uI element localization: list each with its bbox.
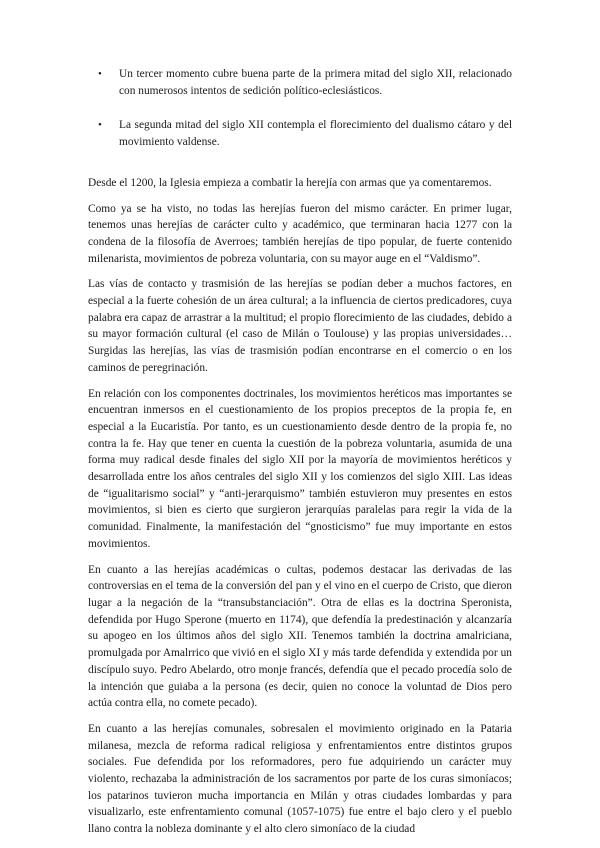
bullet-item xyxy=(88,117,512,150)
bullet-item xyxy=(88,66,512,99)
paragraph-academic: En cuanto a las herejías académicas o cultas, podemos destacar las derivadas de las controversias en el tema de la conversión del pan y el vino en el cuerpo de Cristo, que dieron lugar a la negación de la “transubstanciación”. Otra de ellas es la doctrina Speronista, defendida por Hugo Sperone (muerto en 1174), que defendía la predestinación y alcanzaría su apogeo en los últimos años del siglo XII. Tenemos también la doctrina amalriciana, promulgada por Amalrrico que vivió en el siglo XI y más tarde defendida y extendida por un discípulo suyo. Pedro Abelardo, otro monje francés, defendía que el pecado procedía solo de la intención que guiaba a la persona (es decir, quien no conoce la voluntad de Dios pero actúa contra ella, no comete pecado). xyxy=(88,563,512,710)
bullet-list xyxy=(88,66,512,151)
paragraph-transmission: Las vías de contacto y trasmisión de las herejías se podían deber a muchos factores, en especial a la fuerte cohesión de un área cultural; a la influencia de ciertos predicadores, cuya palabra era capaz de arrastrar a la multitud; el propio florecimiento de las ciudades, debido a su mayor formación cultural (el caso de Milán o Toulouse) y las propias universidades… Surgidas las herejías, las vías de trasmisión podían encontrarse en el comercio o en los caminos de peregrinación. xyxy=(88,278,512,374)
bullet-dot-icon: • xyxy=(98,119,102,132)
paragraph-intro: Desde el 1200, la Iglesia empieza a combatir la herejía con armas que ya comentaremos. xyxy=(88,176,492,189)
bullet-text: La segunda mitad del siglo XII contempla el florecimiento del dualismo cátaro y del movimiento valdense. xyxy=(119,119,512,149)
paragraph-communal: En cuanto a las herejías comunales, sobresalen el movimiento originado en la Pataria milanesa, mezcla de reforma radical religiosa y enfrentamientos entre distintos grupos sociales. Fue defendida por los reformadores, pero fue adquiriendo un carácter muy violento, rechazaba la administración de los sacramentos por parte de los curas simoníacos; los patarinos tuvieron mucha importancia en Milán y otras ciudades lombardas y para visualizarlo, este enfrentamiento comunal (1057-1075) fue entre el bajo clero y el pueblo llano contra la nobleza dominante y el alto clero simoníaco de la ciudad xyxy=(88,722,512,836)
paragraph-doctrine: En relación con los componentes doctrinales, los movimientos heréticos mas importantes se encuentran inmersos en el cuestionamiento de los propios preceptos de la propia fe, en especial a la Eucaristía. Por tanto, es un cuestionamiento desde dentro de la propia fe, no contra la fe. Hay que tener en cuenta la cuestión de la pobreza voluntaria, asumida de una forma muy radical desde finales del siglo XII por la mayoría de movimientos heréticos y desarrollada entre los años centrales del siglo XII y los comienzos del siglo XIII. Las ideas de “igualitarismo social” y “anti-jerarquismo” también estuvieron muy presentes en estos movimientos, si bien es cierto que surgieron jerarquías paralelas para regir la vida de la comunidad. Finalmente, la manifestación del “gnosticismo” fue muy importante en estos movimientos. xyxy=(88,387,512,550)
bullet-dot-icon: • xyxy=(98,68,102,80)
paragraph-types: Como ya se ha visto, no todas las herejías fueron del mismo carácter. En primer lugar, tenemos unas herejías de carácter culto y académico, que terminaran hacia 1277 con la condena de la filosofía de Averroes; también herejías de tipo popular, de fuerte contenido milenarista, movimientos de pobreza voluntaria, con su mayor auge en el “Valdismo”. xyxy=(88,202,512,265)
bullet-text: Un tercer momento cubre buena parte de la primera mitad del siglo XII, relacionado con numerosos intentos de sedición político-eclesiásticos. xyxy=(119,68,512,97)
